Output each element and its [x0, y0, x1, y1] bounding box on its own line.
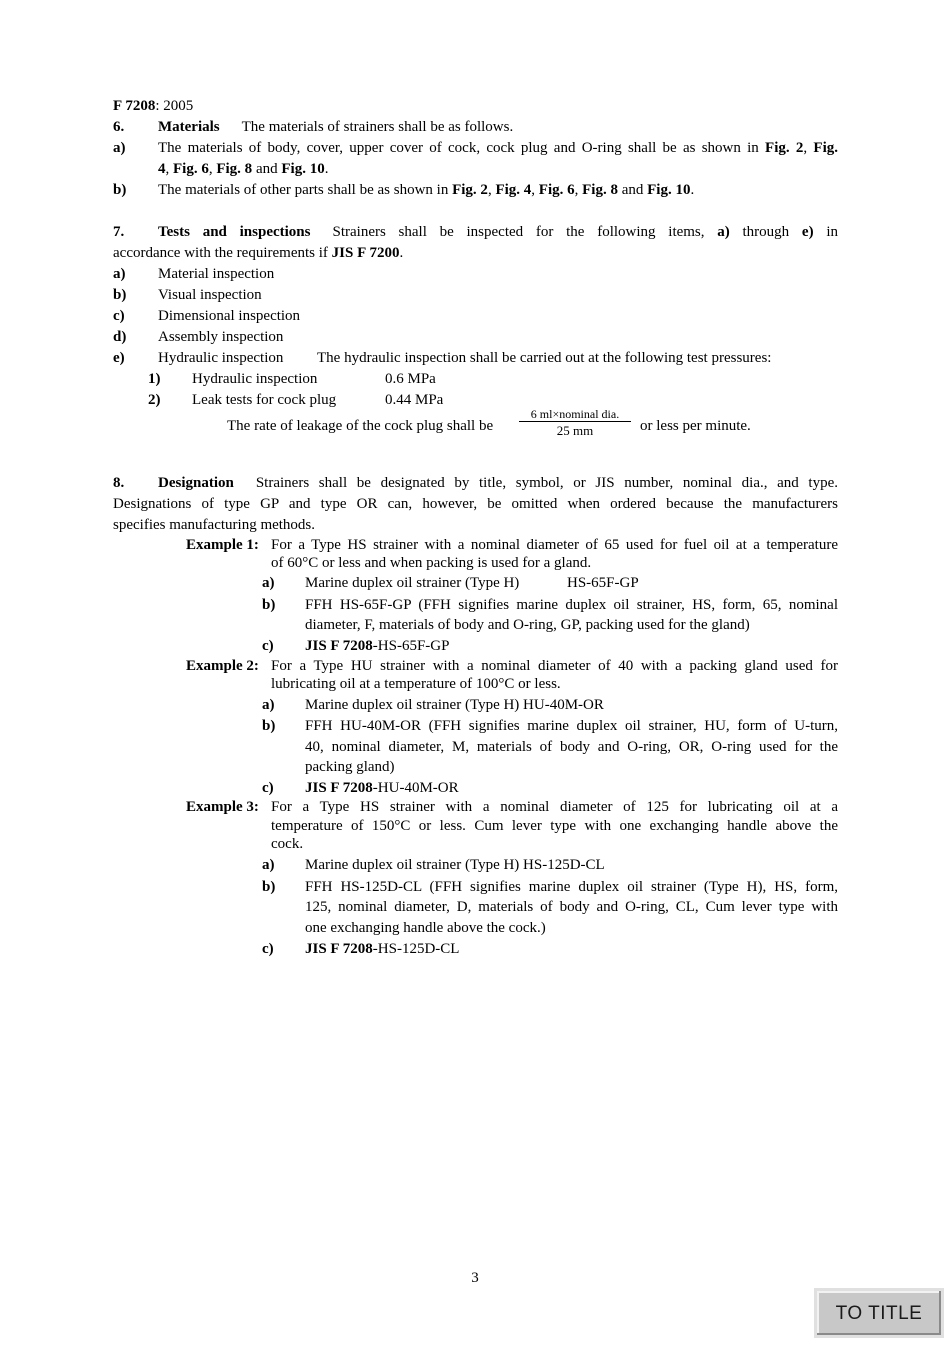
item-label: b)	[262, 597, 276, 613]
item-label: b)	[113, 182, 127, 198]
sub-item-name: Hydraulic inspection	[192, 371, 318, 387]
list-item-label: b)	[113, 287, 127, 303]
leak-rate-text: The rate of leakage of the cock plug shall be	[227, 418, 494, 434]
example-label: Example 3:	[186, 799, 259, 815]
item-text-cont: 4, Fig. 6, Fig. 8 and Fig. 10.	[158, 161, 329, 177]
document-header: F 7208: 2005	[113, 98, 194, 114]
section-number: 6.	[113, 119, 125, 135]
designation-code: HS-65F-GP	[567, 575, 639, 591]
to-title-label: TO TITLE	[835, 1302, 923, 1324]
list-item: Assembly inspection	[158, 329, 284, 345]
item-label: b)	[262, 718, 276, 734]
item-label: c)	[262, 941, 274, 957]
to-title-button[interactable]	[814, 1288, 944, 1338]
section-title: Materials	[158, 119, 220, 135]
sub-item-value: 0.44 MPa	[385, 392, 444, 408]
fraction-numerator: 6 ml×nominal dia.	[519, 407, 631, 422]
item-label: a)	[262, 575, 275, 591]
list-item: Material inspection	[158, 266, 275, 282]
example-label: Example 1:	[186, 537, 259, 553]
hydraulic-description: The hydraulic inspection shall be carried out at the following test pressures:	[317, 350, 772, 366]
item-text: The materials of body, cover, upper cover of cock, cock plug and O-ring shall be as shown in Fig. 2, Fig.	[158, 140, 838, 156]
sub-item-value: 0.6 MPa	[385, 371, 436, 387]
fraction-denominator: 25 mm	[556, 423, 594, 438]
list-item-label: c)	[113, 308, 125, 324]
item-text: The materials of other parts shall be as shown in Fig. 2, Fig. 4, Fig. 6, Fig. 8 and Fig. 10.	[158, 182, 695, 198]
item-label: b)	[262, 879, 276, 895]
sub-item-label: 1)	[148, 371, 161, 387]
item-label: a)	[262, 697, 275, 713]
sub-item-name: Leak tests for cock plug	[192, 392, 337, 408]
list-item-label: e)	[113, 350, 125, 366]
leak-rate-suffix: or less per minute.	[640, 418, 751, 434]
list-item: Hydraulic inspection	[158, 350, 284, 366]
section-number: 7.	[113, 224, 125, 240]
section-title: Designation	[158, 475, 234, 491]
page-number: 3	[471, 1270, 479, 1286]
section-title: Tests and inspections	[158, 224, 311, 240]
example-label: Example 2:	[186, 658, 259, 674]
item-label: c)	[262, 638, 274, 654]
list-item: Visual inspection	[158, 287, 262, 303]
leak-rate-fraction	[519, 407, 631, 440]
section-number: 8.	[113, 475, 125, 491]
sub-item-label: 2)	[148, 392, 161, 408]
list-item-label: d)	[113, 329, 127, 345]
item-label: a)	[113, 140, 126, 156]
list-item-label: a)	[113, 266, 126, 282]
section-intro: The materials of strainers shall be as follows.	[241, 119, 514, 135]
item-label: c)	[262, 780, 274, 796]
item-label: a)	[262, 857, 275, 873]
list-item: Dimensional inspection	[158, 308, 301, 324]
